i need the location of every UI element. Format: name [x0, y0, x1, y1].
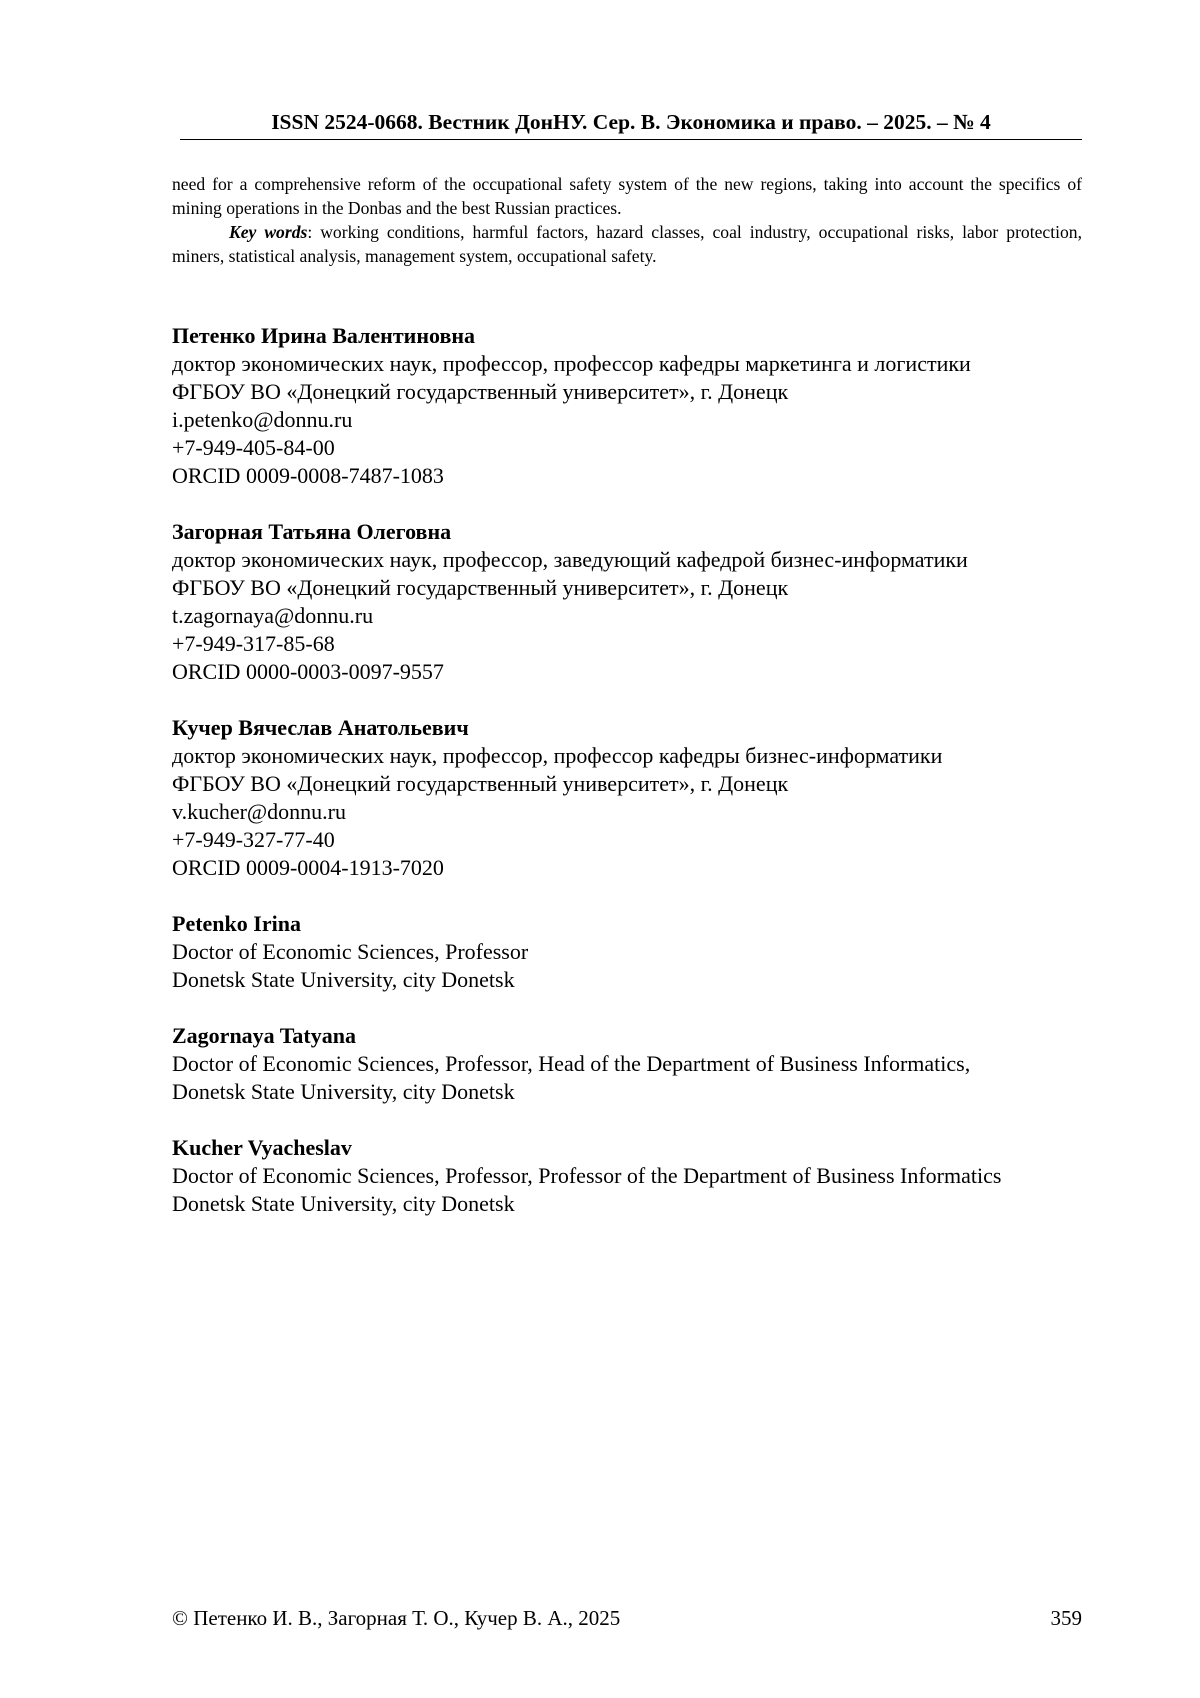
author-position: доктор экономических наук, профессор, профессор кафедры маркетинга и логистики [172, 351, 971, 376]
author-organization: Donetsk State University, city Donetsk [172, 1079, 515, 1104]
author-en-zagornaya [172, 1022, 1132, 1106]
author-phone: +7-949-405-84-00 [172, 435, 335, 460]
abstract-continuation: need for a comprehensive reform of the occupational safety system of the new regions, taking into account the specifics of mining operations in the Donbas and the best Russian practices. [172, 174, 1082, 218]
author-organization: Donetsk State University, city Donetsk [172, 1191, 515, 1216]
keywords-label: Key words [229, 222, 308, 242]
author-ru-zagornaya [172, 518, 1132, 686]
author-phone: +7-949-327-77-40 [172, 827, 335, 852]
keywords-text: : working conditions, harmful factors, hazard classes, coal industry, occupational risks, labor protection, miners, statistical analysis, management system, occupational safety. [172, 222, 1082, 266]
author-ru-kucher [172, 714, 1132, 882]
author-en-petenko [172, 910, 1132, 994]
author-phone: +7-949-317-85-68 [172, 631, 335, 656]
author-name: Kucher Vyacheslav [172, 1135, 352, 1160]
author-organization: ФГБОУ ВО «Донецкий государственный университет», г. Донецк [172, 771, 789, 796]
author-name: Zagornaya Tatyana [172, 1023, 356, 1048]
author-name: Petenko Irina [172, 911, 301, 936]
author-en-kucher [172, 1134, 1132, 1218]
author-name: Петенко Ирина Валентиновна [172, 323, 476, 348]
keywords-paragraph [172, 220, 1082, 268]
page-number: 359 [1050, 1606, 1082, 1630]
author-name: Кучер Вячеслав Анатольевич [172, 715, 469, 740]
author-email: v.kucher@donnu.ru [172, 799, 347, 824]
abstract-section [172, 172, 1082, 268]
author-position: доктор экономических наук, профессор, заведующий кафедрой бизнес-информатики [172, 547, 968, 572]
author-position: Doctor of Economic Sciences, Professor, Head of the Department of Business Informatics, [172, 1051, 971, 1076]
author-position: Doctor of Economic Sciences, Professor [172, 939, 529, 964]
author-position: Doctor of Economic Sciences, Professor, Professor of the Department of Business Informatics [172, 1163, 1002, 1188]
author-position: доктор экономических наук, профессор, профессор кафедры бизнес-информатики [172, 743, 943, 768]
author-organization: Donetsk State University, city Donetsk [172, 967, 515, 992]
author-name: Загорная Татьяна Олеговна [172, 519, 452, 544]
page-footer [172, 1604, 1082, 1632]
running-header: ISSN 2524-0668. Вестник ДонНУ. Сер. В. Экономика и право. – 2025. – № 4 [180, 108, 1082, 140]
author-ru-petenko [172, 322, 1132, 490]
author-organization: ФГБОУ ВО «Донецкий государственный университет», г. Донецк [172, 379, 789, 404]
author-orcid: ORCID 0009-0008-7487-1083 [172, 463, 444, 488]
author-orcid: ORCID 0009-0004-1913-7020 [172, 855, 444, 880]
author-info-section [172, 322, 1132, 1246]
author-organization: ФГБОУ ВО «Донецкий государственный университет», г. Донецк [172, 575, 789, 600]
copyright-notice: © Петенко И. В., Загорная Т. О., Кучер В. А., 2025 [172, 1606, 621, 1630]
author-email: i.petenko@donnu.ru [172, 407, 353, 432]
author-email: t.zagornaya@donnu.ru [172, 603, 374, 628]
author-orcid: ORCID 0000-0003-0097-9557 [172, 659, 444, 684]
